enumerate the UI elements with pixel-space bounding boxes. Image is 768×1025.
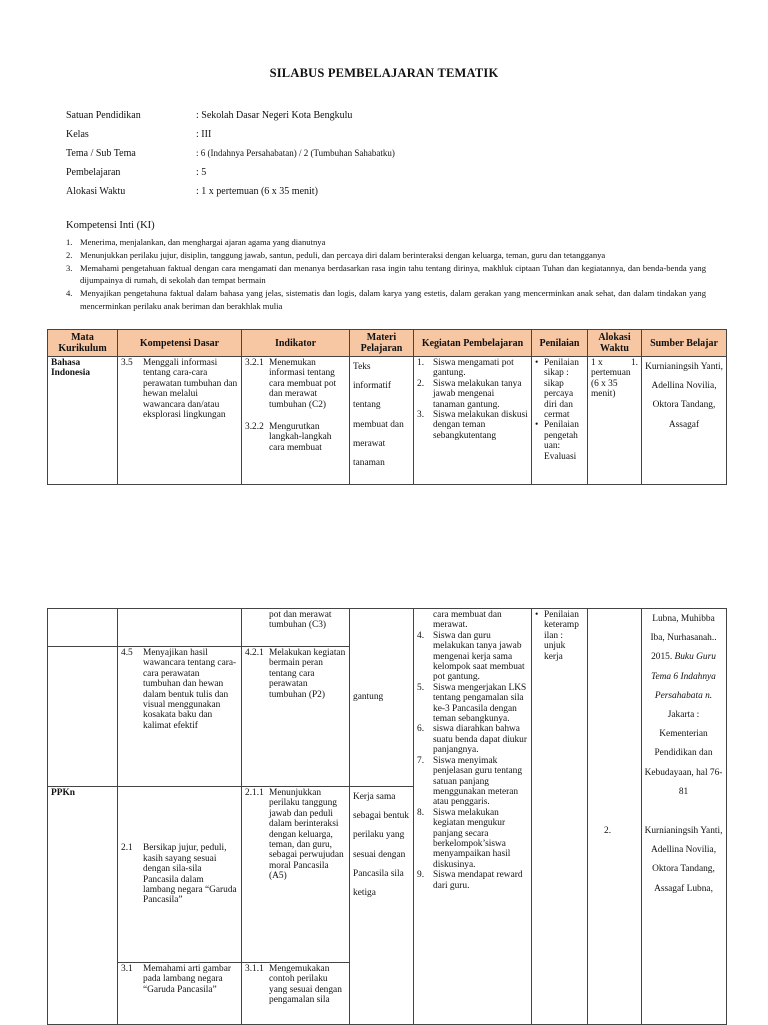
sumber-cell xyxy=(604,609,727,1025)
penilaian-item xyxy=(535,420,584,462)
kegiatan-step xyxy=(417,379,528,410)
ind-text: Menunjukkan perilaku tanggung jawab dan peduli dalam berinteraksi dengan keluarga, teman, dan guru, sebagai perwujudan moral Pancasila (A5) xyxy=(269,788,344,882)
ki-number: 4. xyxy=(66,288,73,299)
kegiatan-step xyxy=(417,410,528,441)
ind-text: Mengemukakan contoh perilaku yang sesuai dengan pengamalan sila xyxy=(269,964,342,1006)
step-text: Siswa mendapat reward dari guru. xyxy=(433,870,523,891)
penilaian-text: Penilaian sikap : sikap percaya diri dan cermat xyxy=(544,358,579,421)
kd-number: 3.5 xyxy=(121,358,133,368)
kd-text: Menggali informasi tentang cara-cara perawatan tumbuhan dan hewan melalui wawancara dan/atau eksplorasi lingkungan xyxy=(143,358,238,421)
ind-entry xyxy=(245,358,346,410)
kd-entry xyxy=(121,648,238,731)
meta-value: : 5 xyxy=(196,167,207,178)
kd-entry xyxy=(121,358,238,420)
indikator-cell xyxy=(242,609,350,647)
kegiatan-step xyxy=(417,631,528,683)
indikator-cell xyxy=(242,647,350,787)
meta-label: Tema / Sub Tema xyxy=(66,148,136,159)
alokasi-cell xyxy=(588,609,642,1025)
kd-cell xyxy=(118,787,242,963)
header-kegiatan: Kegiatan Pembelajaran xyxy=(414,330,532,357)
penilaian-item xyxy=(535,358,584,420)
sumber-text: Jakarta : Kementerian Pendidikan dan Kebudayaan, hal 76-81 xyxy=(644,710,723,797)
step-number: 6. xyxy=(417,724,425,735)
penilaian-list xyxy=(535,610,584,662)
ind-number: 4.2.1 xyxy=(245,648,264,658)
indikator-cell xyxy=(242,963,350,1025)
header-sumber: Sumber Belajar xyxy=(642,330,727,357)
kegiatan-list xyxy=(417,631,528,891)
step-text: Siswa menyimak penjelasan guru tentang satuan panjang menggunakan meteran atau penggaris. xyxy=(433,755,523,808)
sumber-text: Kurnianingsih Yanti, Adellina Novilia, Oktora Tandang, Assagaf Lubna, xyxy=(644,826,723,894)
sumber-text: Lubna, Muhibba Iba, Nurhasanah.. 2015. xyxy=(650,614,717,663)
ki-text: Menerima, menjalankan, dan menghargai ajaran agama yang dianutnya xyxy=(80,237,326,247)
subject-cell: PPKn xyxy=(48,787,118,1025)
ind-entry xyxy=(245,964,346,1006)
step-text: Siswa melakukan tanya jawab mengenai tanaman gantung. xyxy=(433,378,522,410)
sumber-cell: Kurnianingsih Yanti, Adellina Novilia, Oktora Tandang, Assagaf xyxy=(642,357,727,485)
ind-text: Menemukan informasi tentang cara membuat pot dan merawat tumbuhan (C2) xyxy=(269,358,337,410)
alokasi-cell xyxy=(588,357,642,485)
kd-number: 2.1 xyxy=(121,843,133,854)
materi-cell: Teks informatif tentang membuat dan merawat tanaman xyxy=(350,357,414,485)
document-title: SILABUS PEMBELAJARAN TEMATIK xyxy=(269,66,499,80)
sumber-entry xyxy=(604,822,723,899)
table-header-row xyxy=(48,330,727,357)
header-materi: Materi Pelajaran xyxy=(350,330,414,357)
document-page-1 xyxy=(0,0,768,510)
materi-cell: Kerja sama sebagai bentuk perilaku yang sesuai dengan Pancasila sila ketiga xyxy=(350,787,414,1025)
kd-number: 3.1 xyxy=(121,964,133,974)
step-number: 4. xyxy=(417,630,425,641)
meta-value: : III xyxy=(196,129,212,140)
alokasi-text: pertemuan (6 x 35 menit) xyxy=(591,368,631,400)
kegiatan-step xyxy=(417,808,528,870)
meta-value: : 6 (Indahnya Persahabatan) / 2 (Tumbuhan Sahabatku) xyxy=(196,148,395,158)
meta-label: Satuan Pendidikan xyxy=(66,110,141,121)
ki-heading: Kompetensi Inti (KI) xyxy=(66,220,155,231)
materi-cell: gantung xyxy=(350,609,414,787)
kd-text: Bersikap jujur, peduli, kasih sayang sesuai dengan sila-sila Pancasila dalam lambang negara “Garuda Pancasila” xyxy=(143,843,237,906)
kd-text: Memahami arti gambar pada lambang negara “Garuda Pancasila” xyxy=(143,964,231,995)
kegiatan-cell xyxy=(414,357,532,485)
penilaian-cell xyxy=(532,357,588,485)
bullet-icon: • xyxy=(535,610,539,620)
step-text: Siswa mengerjakan LKS tentang pengamalan sila ke-3 Pancasila dengan teman sebangkunya. xyxy=(433,682,527,725)
step-number: 8. xyxy=(417,807,425,818)
kd-entry xyxy=(121,843,238,905)
step-text: Siswa melakukan diskusi dengan teman sebangkutentang xyxy=(433,410,528,441)
header-alokasi: Alokasi Waktu xyxy=(588,330,642,357)
bullet-icon: • xyxy=(535,358,539,368)
page-gap xyxy=(0,510,768,608)
ki-text: Menunjukkan perilaku jujur, disiplin, tanggung jawab, santun, peduli, dan percaya diri dalam berinteraksi dengan keluarga, teman, guru dan tetangganya xyxy=(80,249,606,260)
ki-number: 2. xyxy=(66,249,73,260)
table-row xyxy=(48,609,727,647)
ind-number: 3.1.1 xyxy=(245,964,264,974)
alokasi-text: 1 x xyxy=(591,358,603,368)
ki-text: Memahami pengetahuan faktual dengan cara mengamati dan menanya berdasarkan rasa ingin tahu tentang dirinya, makhluk ciptaan Tuhan dan kegiatannya, dan benda-benda yang dijumpainya di rumah, di sekolah dan tempat bermain xyxy=(80,262,706,286)
step-text: cara membuat dan merawat. xyxy=(433,610,502,631)
penilaian-text: Penilaian keteramp ilan : unjuk kerja xyxy=(544,610,579,662)
ind-text: Mengurutkan langkah-langkah cara membuat xyxy=(269,422,332,453)
header-kompetensi-dasar: Kompetensi Dasar xyxy=(118,330,242,357)
alokasi-first-line xyxy=(591,358,638,368)
indikator-cell xyxy=(242,787,350,963)
ki-number: 1. xyxy=(66,237,73,247)
step-number: 9. xyxy=(417,870,425,881)
kd-text: Menyajikan hasil wawancara tentang cara-cara perawatan tumbuhan dan hewan dalam bentuk tulis dan visual menggunakan kosakata baku dan kalimat efektif xyxy=(143,648,237,731)
sumber-number: 2. xyxy=(604,826,612,837)
table-row xyxy=(48,357,727,485)
ind-number: 3.2.2 xyxy=(245,422,264,433)
kegiatan-step xyxy=(417,683,528,725)
step-text: siswa diarahkan bahwa suatu benda dapat diukur panjangnya. xyxy=(433,724,527,756)
kegiatan-step xyxy=(417,870,528,891)
indikator-cell xyxy=(242,357,350,485)
meta-label: Alokasi Waktu xyxy=(66,186,126,197)
kd-cell xyxy=(118,647,242,787)
header-indikator: Indikator xyxy=(242,330,350,357)
ind-text: pot dan merawat tumbuhan (C3) xyxy=(269,610,332,631)
ki-number: 3. xyxy=(66,262,73,273)
ki-text: Menyajikan pengetahuna faktual dalam bahasa yang jelas, sistematis dan logis, dalam karya yang estetis, dalam gerakan yang mencerminkan anak sehat, dan dalam tindakan yang mencerminkan perilaku anak beriman dan berakhlak mulia xyxy=(80,288,706,311)
syllabus-table-page-1 xyxy=(47,329,727,485)
kd-cell xyxy=(118,963,242,1025)
step-number: 3. xyxy=(417,410,425,421)
meta-value: : Sekolah Dasar Negeri Kota Bengkulu xyxy=(196,110,353,121)
kd-cell xyxy=(118,609,242,647)
alokasi-number: 1. xyxy=(630,358,638,368)
ind-text: Melakukan kegiatan bermain peran tentang cara perawatan tumbuhan (P2) xyxy=(269,648,346,700)
subject-cell: Bahasa Indonesia xyxy=(48,357,118,485)
sumber-book-title: Buku Guru Tema 6 Indahnya Persahabata n. xyxy=(651,652,716,701)
kegiatan-cell xyxy=(414,609,532,1025)
step-text: Siswa mengamati pot gantung. xyxy=(433,358,514,379)
ind-number: 2.1.1 xyxy=(245,788,264,798)
ki-item xyxy=(66,287,706,313)
step-number: 7. xyxy=(417,755,425,766)
bullet-icon: • xyxy=(535,420,539,431)
ki-item xyxy=(66,236,706,249)
header-mata-kurikulum: Mata Kurikulum xyxy=(48,330,118,357)
document-page-2 xyxy=(0,608,768,1024)
step-number: 5. xyxy=(417,682,425,693)
penilaian-list xyxy=(535,358,584,462)
penilaian-cell xyxy=(532,609,588,1025)
kd-entry xyxy=(121,964,238,995)
meta-label: Pembelajaran xyxy=(66,167,121,178)
ind-entry xyxy=(245,788,346,882)
kd-cell xyxy=(118,357,242,485)
syllabus-table-page-2 xyxy=(47,608,727,1025)
kegiatan-list xyxy=(417,358,528,441)
kd-number: 4.5 xyxy=(121,648,133,658)
step-number: 2. xyxy=(417,378,425,389)
ind-entry xyxy=(245,422,346,453)
step-text: Siswa dan guru melakukan tanya jawab mengenai kerja sama kelompok saat membuat pot gantung. xyxy=(433,630,525,683)
sumber-entry xyxy=(644,610,723,802)
penilaian-item xyxy=(535,610,584,662)
ki-list xyxy=(66,236,706,313)
kegiatan-step xyxy=(417,724,528,755)
ind-entry xyxy=(245,648,346,700)
subject-cell xyxy=(48,647,118,787)
meta-label: Kelas xyxy=(66,129,89,140)
ki-item xyxy=(66,249,706,262)
penilaian-text: Penilaian pengetah uan: Evaluasi xyxy=(544,420,579,462)
step-text: Siswa melakukan kegiatan mengukur panjang secara berkelompok’siswa menyampaikan hasil diskusinya. xyxy=(433,807,511,870)
kegiatan-step xyxy=(417,756,528,808)
header-penilaian: Penilaian xyxy=(532,330,588,357)
ki-item xyxy=(66,262,706,288)
step-number: 1. xyxy=(417,358,425,368)
subject-cell xyxy=(48,609,118,647)
kegiatan-step xyxy=(417,358,528,379)
meta-value: : 1 x pertemuan (6 x 35 menit) xyxy=(196,186,318,197)
ind-number: 3.2.1 xyxy=(245,358,264,368)
